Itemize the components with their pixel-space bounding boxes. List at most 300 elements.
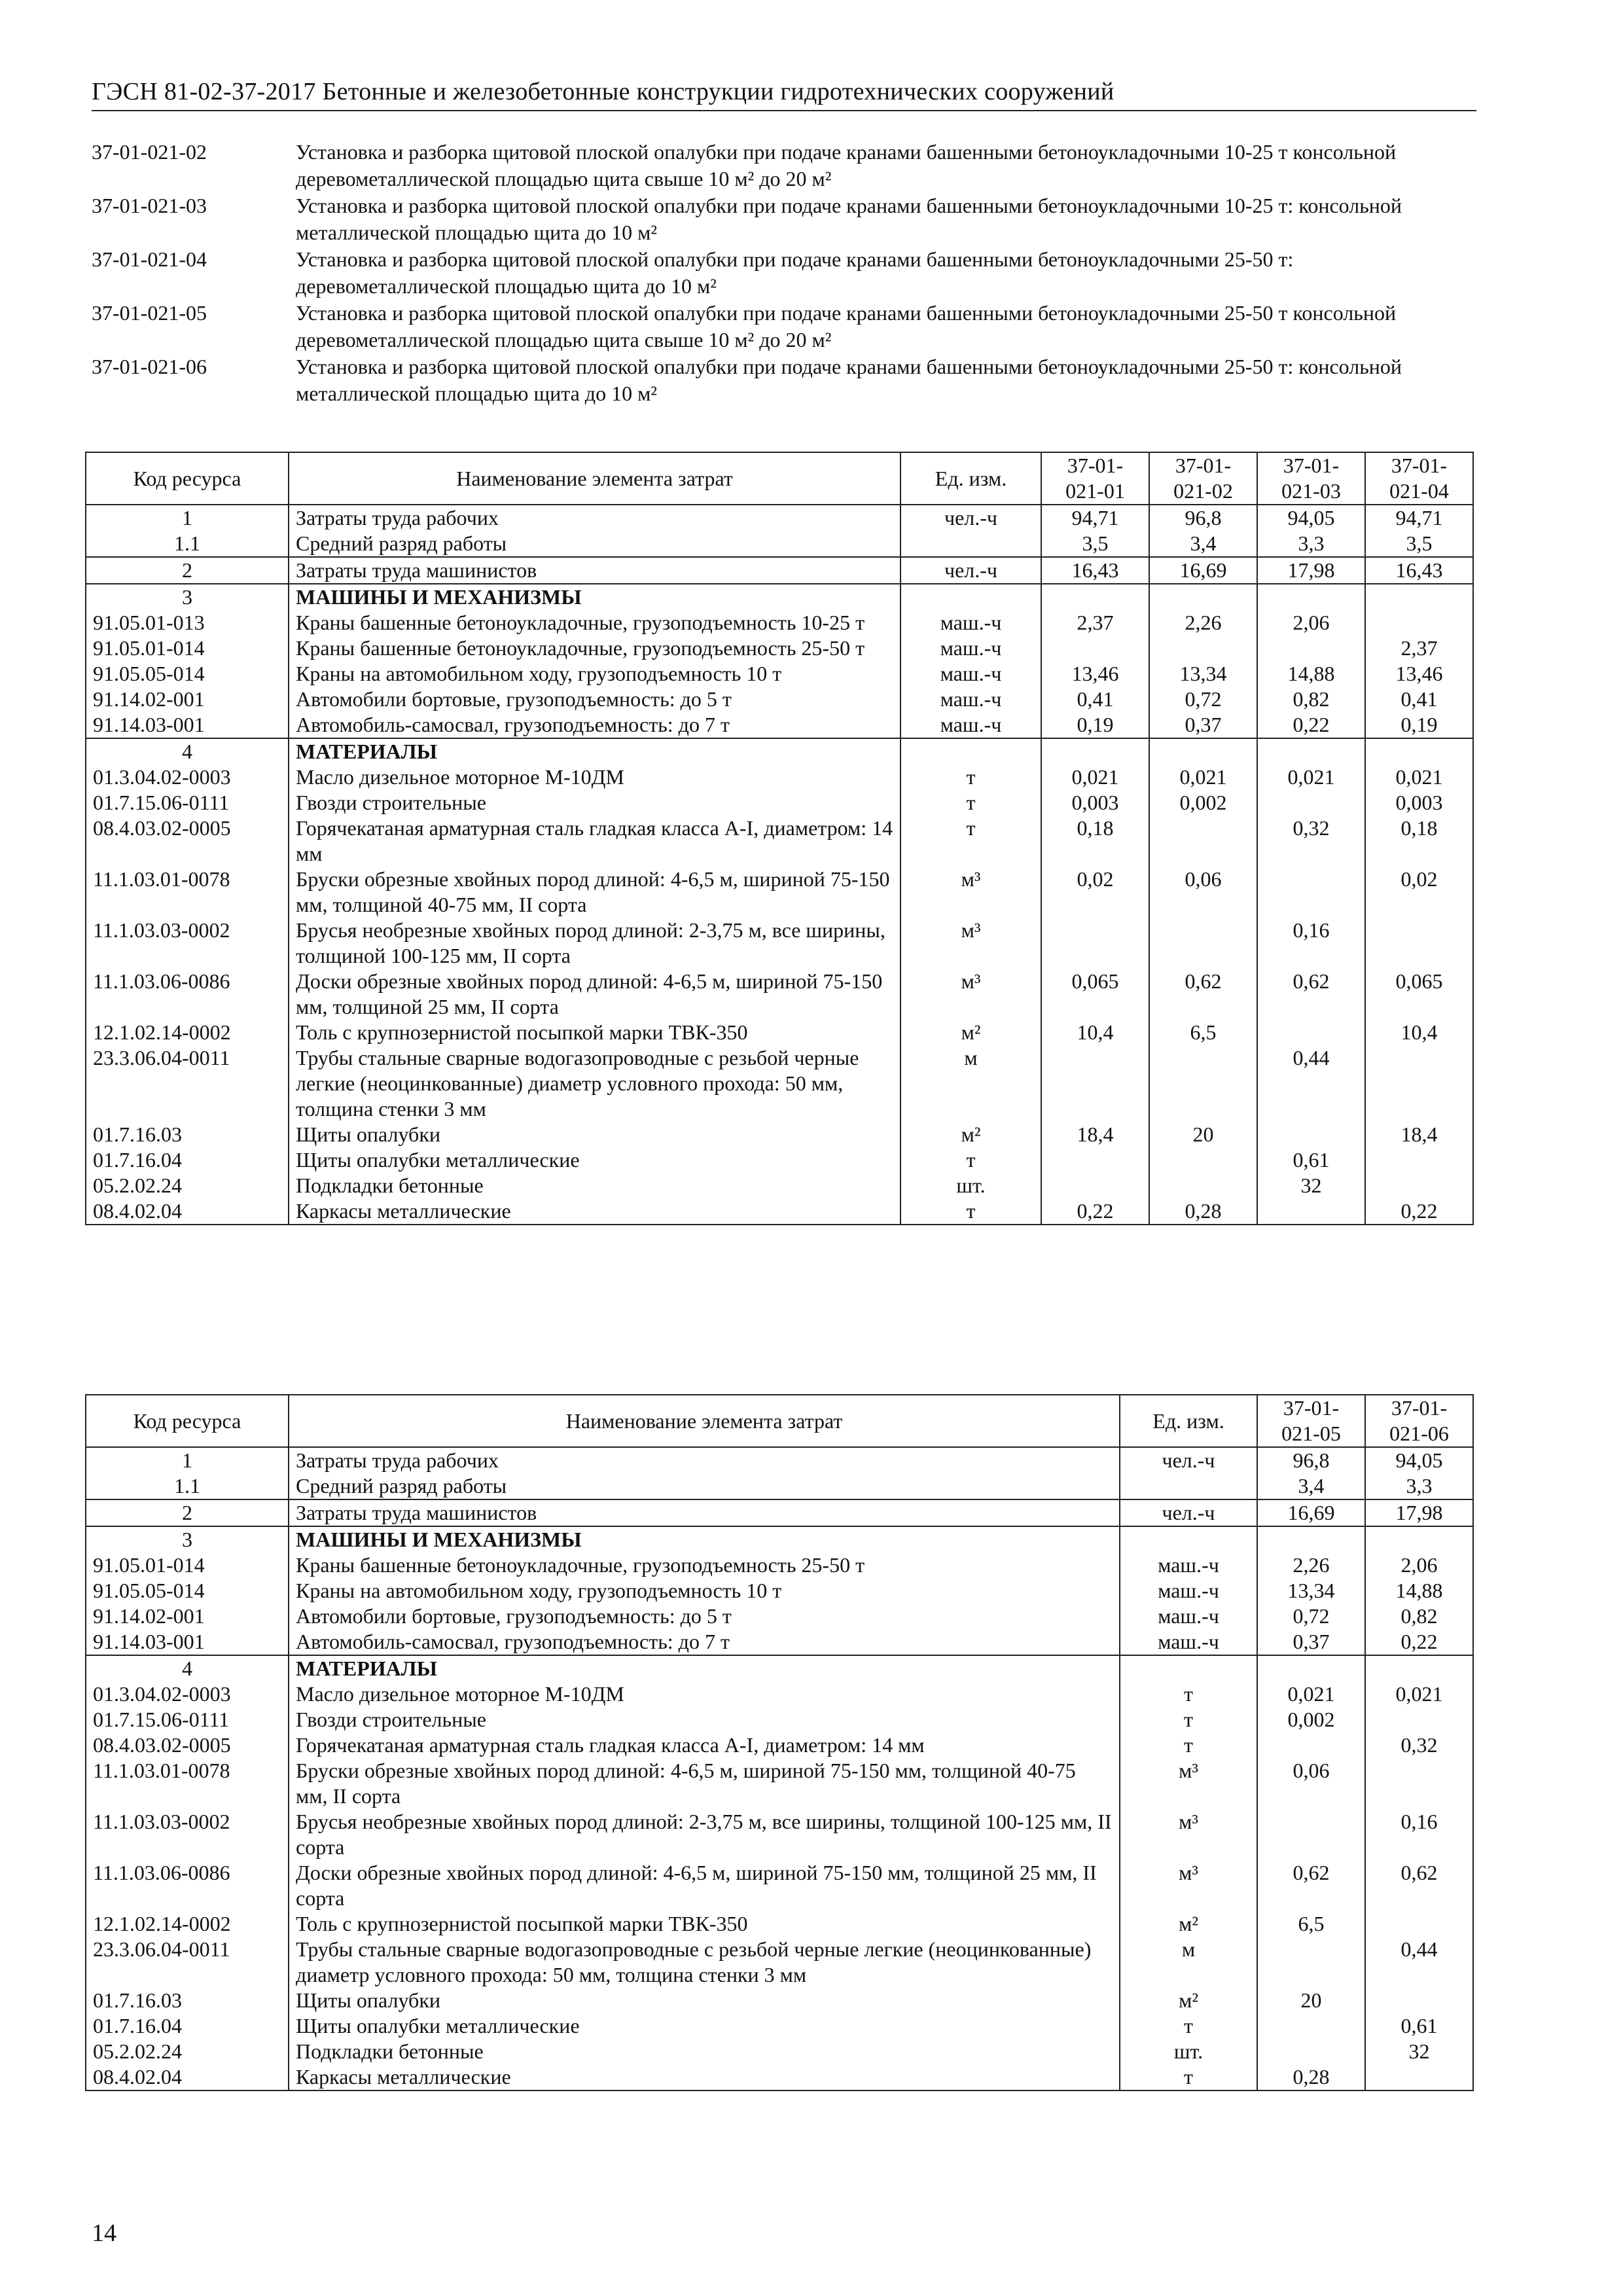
- resource-value: [1041, 1045, 1149, 1122]
- resource-value: 96,8: [1149, 505, 1257, 531]
- resource-value: [1257, 1655, 1365, 1681]
- resource-code: 11.1.03.03-0002: [86, 918, 289, 969]
- resource-value: [1365, 1911, 1473, 1937]
- resource-value: [1365, 1147, 1473, 1173]
- resource-name: Щиты опалубки: [289, 1988, 1120, 2013]
- resource-unit: чел.-ч: [1120, 1499, 1257, 1526]
- resource-value: 13,46: [1365, 661, 1473, 687]
- resource-value: 0,02: [1041, 867, 1149, 918]
- resource-unit: маш.-ч: [901, 661, 1041, 687]
- resource-name: Толь с крупнозернистой посыпкой марки ТВК-350: [289, 1911, 1120, 1937]
- resource-name: Бруски обрезные хвойных пород длиной: 4-6,5 м, шириной 75-150 мм, толщиной 40-75 мм, II сорта: [289, 867, 901, 918]
- resource-unit: маш.-ч: [901, 712, 1041, 738]
- resource-value: [1365, 2064, 1473, 2090]
- resource-name: Средний разряд работы: [289, 1473, 1120, 1499]
- resource-value: [1257, 1526, 1365, 1552]
- resource-name: Трубы стальные сварные водогазопроводные с резьбой черные легкие (неоцинкованные) диаметр условного прохода: 50 мм, толщина стенки 3 мм: [289, 1937, 1120, 1988]
- resource-value: 0,16: [1365, 1809, 1473, 1860]
- resource-unit: м²: [901, 1020, 1041, 1045]
- table-row: [86, 1198, 1473, 1225]
- resource-value: 20: [1257, 1988, 1365, 2013]
- resource-value: 0,62: [1257, 969, 1365, 1020]
- table-row: [86, 557, 1473, 584]
- header-name: Наименование элемента затрат: [289, 1395, 1120, 1447]
- resource-value: 18,4: [1041, 1122, 1149, 1147]
- resource-value: 0,021: [1365, 1681, 1473, 1707]
- table-row: [86, 1173, 1473, 1198]
- resource-value: 0,16: [1257, 918, 1365, 969]
- resource-name: Бруски обрезные хвойных пород длиной: 4-6,5 м, шириной 75-150 мм, толщиной 40-75 мм, II сорта: [289, 1758, 1120, 1809]
- resource-code: 91.14.02-001: [86, 687, 289, 712]
- resource-name: Щиты опалубки металлические: [289, 1147, 901, 1173]
- resource-unit: м³: [1120, 1860, 1257, 1911]
- section-row: [86, 1655, 1473, 1681]
- resource-code: 11.1.03.01-0078: [86, 867, 289, 918]
- resource-name: Брусья необрезные хвойных пород длиной: 2-3,75 м, все ширины, толщиной 100-125 мм, II сорта: [289, 1809, 1120, 1860]
- resource-name: Автомобиль-самосвал, грузоподъемность: до 7 т: [289, 712, 901, 738]
- resource-value: 2,37: [1041, 610, 1149, 636]
- resource-code: 4: [86, 1655, 289, 1681]
- section-row: [86, 738, 1473, 764]
- description-code: 37-01-021-03: [92, 194, 207, 217]
- resource-value: 0,18: [1041, 816, 1149, 867]
- resource-value: 96,8: [1257, 1447, 1365, 1473]
- resource-value: 0,02: [1365, 867, 1473, 918]
- resource-value: 3,3: [1257, 531, 1365, 557]
- resource-code: 08.4.02.04: [86, 1198, 289, 1225]
- header-name: Наименование элемента затрат: [289, 452, 901, 505]
- resource-unit: м²: [1120, 1911, 1257, 1937]
- resource-value: 0,06: [1257, 1758, 1365, 1809]
- resource-value: 0,32: [1257, 816, 1365, 867]
- resource-value: 0,065: [1041, 969, 1149, 1020]
- resource-value: 0,41: [1365, 687, 1473, 712]
- resource-code: 08.4.03.02-0005: [86, 1732, 289, 1758]
- resource-value: 16,69: [1149, 557, 1257, 584]
- resource-unit: т: [901, 790, 1041, 816]
- resource-code: 01.7.16.03: [86, 1122, 289, 1147]
- table-row: [86, 867, 1473, 918]
- table-row: [86, 1911, 1473, 1937]
- resource-value: 0,62: [1365, 1860, 1473, 1911]
- resource-code: 3: [86, 1526, 289, 1552]
- resource-unit: т: [1120, 2064, 1257, 2090]
- resource-value: [1257, 1809, 1365, 1860]
- resource-unit: т: [1120, 2013, 1257, 2039]
- table-row: [86, 1499, 1473, 1526]
- resource-value: 0,06: [1149, 867, 1257, 918]
- table-row: [86, 1473, 1473, 1499]
- description-text: Установка и разборка щитовой плоской опалубки при подаче кранами башенными бетоноукладочными 25-50 т: деревометаллической площадью щита до 10 м²: [296, 247, 1294, 298]
- resource-name: МАТЕРИАЛЫ: [289, 1655, 1120, 1681]
- resource-unit: [1120, 1473, 1257, 1499]
- resource-value: [1257, 738, 1365, 764]
- resource-value: [1149, 738, 1257, 764]
- description-item: [92, 353, 1476, 407]
- table-row: [86, 661, 1473, 687]
- table-header-row: [86, 1395, 1473, 1447]
- table-body: [86, 505, 1473, 1225]
- resource-code: 91.05.05-014: [86, 1578, 289, 1604]
- header-code: Код ресурса: [86, 452, 289, 505]
- resource-unit: [1120, 1655, 1257, 1681]
- resource-name: МАТЕРИАЛЫ: [289, 738, 901, 764]
- resource-value: 0,002: [1257, 1707, 1365, 1732]
- resource-value: 0,61: [1257, 1147, 1365, 1173]
- resource-value: 0,44: [1365, 1937, 1473, 1988]
- table-row: [86, 636, 1473, 661]
- resource-code: 11.1.03.01-0078: [86, 1758, 289, 1809]
- resource-value: [1149, 816, 1257, 867]
- resource-name: Доски обрезные хвойных пород длиной: 4-6,5 м, шириной 75-150 мм, толщиной 25 мм, II сорта: [289, 1860, 1120, 1911]
- resource-code: 91.05.01-013: [86, 610, 289, 636]
- table-row: [86, 1758, 1473, 1809]
- resource-code: 2: [86, 1499, 289, 1526]
- table-row: [86, 1629, 1473, 1655]
- description-text: Установка и разборка щитовой плоской опалубки при подаче кранами башенными бетоноукладочными 25-50 т консольной деревометаллической площадью щита свыше 10 м² до 20 м²: [296, 301, 1397, 351]
- resource-value: 0,37: [1257, 1629, 1365, 1655]
- table-row: [86, 712, 1473, 738]
- resource-value: 17,98: [1257, 557, 1365, 584]
- resource-value: 0,021: [1365, 764, 1473, 790]
- description-text: Установка и разборка щитовой плоской опалубки при подаче кранами башенными бетоноукладочными 10-25 т: консольной металлической площадью щита до 10 м²: [296, 194, 1402, 244]
- resource-name: Гвозди строительные: [289, 790, 901, 816]
- resource-value: [1257, 790, 1365, 816]
- resource-value: 2,06: [1257, 610, 1365, 636]
- resource-value: 0,19: [1041, 712, 1149, 738]
- resource-name: Гвозди строительные: [289, 1707, 1120, 1732]
- table-row: [86, 687, 1473, 712]
- page-header-title: ГЭСН 81-02-37-2017 Бетонные и железобетонные конструкции гидротехнических сооружений: [92, 77, 1476, 111]
- resource-value: [1365, 1045, 1473, 1122]
- resource-unit: [901, 584, 1041, 610]
- resource-code: 4: [86, 738, 289, 764]
- table-row: [86, 1707, 1473, 1732]
- description-item: [92, 192, 1476, 246]
- resource-code: 3: [86, 584, 289, 610]
- resource-value: 10,4: [1041, 1020, 1149, 1045]
- resource-value: 3,3: [1365, 1473, 1473, 1499]
- description-text: Установка и разборка щитовой плоской опалубки при подаче кранами башенными бетоноукладочными 10-25 т консольной деревометаллической площадью щита свыше 10 м² до 20 м²: [296, 140, 1397, 190]
- resource-unit: м³: [1120, 1809, 1257, 1860]
- resource-name: Толь с крупнозернистой посыпкой марки ТВК-350: [289, 1020, 901, 1045]
- resource-value: [1365, 1707, 1473, 1732]
- resource-value: [1149, 918, 1257, 969]
- resource-name: Подкладки бетонные: [289, 2039, 1120, 2064]
- resource-value: 17,98: [1365, 1499, 1473, 1526]
- header-col: 37-01-021-01: [1041, 452, 1149, 505]
- resource-name: Краны на автомобильном ходу, грузоподъемность 10 т: [289, 661, 901, 687]
- resource-code: 91.05.01-014: [86, 1552, 289, 1578]
- resource-name: Щиты опалубки металлические: [289, 2013, 1120, 2039]
- resource-value: [1365, 1173, 1473, 1198]
- resource-value: [1365, 1655, 1473, 1681]
- header-col: 37-01-021-05: [1257, 1395, 1365, 1447]
- resource-code: 1.1: [86, 1473, 289, 1499]
- resource-value: [1257, 1198, 1365, 1225]
- resource-unit: м²: [901, 1122, 1041, 1147]
- resource-value: [1149, 1045, 1257, 1122]
- resource-value: 16,69: [1257, 1499, 1365, 1526]
- resource-name: Каркасы металлические: [289, 2064, 1120, 2090]
- resource-unit: шт.: [901, 1173, 1041, 1198]
- resource-name: Автомобиль-самосвал, грузоподъемность: до 7 т: [289, 1629, 1120, 1655]
- resource-name: Горячекатаная арматурная сталь гладкая класса А-I, диаметром: 14 мм: [289, 816, 901, 867]
- table-row: [86, 1937, 1473, 1988]
- resource-code: 01.3.04.02-0003: [86, 1681, 289, 1707]
- resource-value: [1149, 584, 1257, 610]
- resource-unit: т: [901, 764, 1041, 790]
- resource-code: 11.1.03.06-0086: [86, 969, 289, 1020]
- resource-value: 0,28: [1257, 2064, 1365, 2090]
- resource-value: 32: [1257, 1173, 1365, 1198]
- resource-code: 12.1.02.14-0002: [86, 1911, 289, 1937]
- resource-value: [1041, 918, 1149, 969]
- resource-value: 0,19: [1365, 712, 1473, 738]
- resource-value: 2,37: [1365, 636, 1473, 661]
- resource-value: 0,61: [1365, 2013, 1473, 2039]
- resource-code: 01.7.16.03: [86, 1988, 289, 2013]
- resource-value: 0,021: [1257, 1681, 1365, 1707]
- resource-value: 2,06: [1365, 1552, 1473, 1578]
- resource-value: [1257, 1732, 1365, 1758]
- resource-value: 0,62: [1149, 969, 1257, 1020]
- resource-code: 1: [86, 1447, 289, 1473]
- resource-value: 0,22: [1041, 1198, 1149, 1225]
- resource-value: [1041, 1173, 1149, 1198]
- resource-name: Доски обрезные хвойных пород длиной: 4-6,5 м, шириной 75-150 мм, толщиной 25 мм, II сорта: [289, 969, 901, 1020]
- section-row: [86, 1526, 1473, 1552]
- table-row: [86, 1809, 1473, 1860]
- resource-name: Масло дизельное моторное М-10ДМ: [289, 1681, 1120, 1707]
- resource-unit: маш.-ч: [901, 610, 1041, 636]
- resource-value: [1041, 584, 1149, 610]
- resource-value: 94,05: [1365, 1447, 1473, 1473]
- table-header-row: [86, 452, 1473, 505]
- resource-value: 3,4: [1257, 1473, 1365, 1499]
- resource-name: Брусья необрезные хвойных пород длиной: 2-3,75 м, все ширины, толщиной 100-125 мм, II сорта: [289, 918, 901, 969]
- table-row: [86, 969, 1473, 1020]
- resource-unit: м³: [901, 918, 1041, 969]
- table-row: [86, 816, 1473, 867]
- resource-value: [1257, 1020, 1365, 1045]
- table-row: [86, 1860, 1473, 1911]
- resource-value: 0,003: [1041, 790, 1149, 816]
- resource-value: [1041, 738, 1149, 764]
- resource-name: Краны башенные бетоноукладочные, грузоподъемность 25-50 т: [289, 1552, 1120, 1578]
- resource-unit: [901, 531, 1041, 557]
- resource-unit: [901, 738, 1041, 764]
- resource-name: Автомобили бортовые, грузоподъемность: до 5 т: [289, 687, 901, 712]
- resource-value: 20: [1149, 1122, 1257, 1147]
- resource-value: [1365, 1758, 1473, 1809]
- resource-value: [1365, 918, 1473, 969]
- resource-unit: м: [1120, 1937, 1257, 1988]
- resource-name: Затраты труда машинистов: [289, 557, 901, 584]
- resource-unit: маш.-ч: [1120, 1604, 1257, 1629]
- resource-code: 01.7.15.06-0111: [86, 1707, 289, 1732]
- table-row: [86, 2013, 1473, 2039]
- resource-name: МАШИНЫ И МЕХАНИЗМЫ: [289, 1526, 1120, 1552]
- resource-name: Затраты труда рабочих: [289, 505, 901, 531]
- header-col: 37-01-021-04: [1365, 452, 1473, 505]
- resource-value: [1365, 738, 1473, 764]
- resource-code: 08.4.03.02-0005: [86, 816, 289, 867]
- resource-value: 0,37: [1149, 712, 1257, 738]
- resource-value: 3,5: [1365, 531, 1473, 557]
- resource-value: [1041, 636, 1149, 661]
- resource-value: 0,002: [1149, 790, 1257, 816]
- description-item: [92, 246, 1476, 300]
- resource-value: [1257, 636, 1365, 661]
- resource-value: 13,34: [1257, 1578, 1365, 1604]
- resource-code: 91.14.03-001: [86, 1629, 289, 1655]
- table-row: [86, 764, 1473, 790]
- resource-value: 3,4: [1149, 531, 1257, 557]
- section-row: [86, 584, 1473, 610]
- resource-value: 0,021: [1149, 764, 1257, 790]
- resource-unit: чел.-ч: [1120, 1447, 1257, 1473]
- resource-unit: т: [1120, 1732, 1257, 1758]
- resource-value: [1257, 584, 1365, 610]
- resource-value: 94,05: [1257, 505, 1365, 531]
- description-code: 37-01-021-02: [92, 140, 207, 164]
- resource-value: 13,34: [1149, 661, 1257, 687]
- resource-code: 01.3.04.02-0003: [86, 764, 289, 790]
- description-code: 37-01-021-05: [92, 301, 207, 325]
- table-row: [86, 1988, 1473, 2013]
- resource-value: 3,5: [1041, 531, 1149, 557]
- resource-value: [1257, 1937, 1365, 1988]
- resource-unit: м³: [901, 867, 1041, 918]
- description-code: 37-01-021-04: [92, 247, 207, 271]
- resource-value: 0,22: [1365, 1198, 1473, 1225]
- resource-value: 18,4: [1365, 1122, 1473, 1147]
- table-row: [86, 531, 1473, 557]
- table-row: [86, 1020, 1473, 1045]
- resource-code: 08.4.02.04: [86, 2064, 289, 2090]
- table-body: [86, 1447, 1473, 2090]
- resource-unit: шт.: [1120, 2039, 1257, 2064]
- norm-descriptions: [92, 139, 1476, 407]
- header-unit: Ед. изм.: [901, 452, 1041, 505]
- resource-unit: т: [901, 816, 1041, 867]
- resource-code: 23.3.06.04-0011: [86, 1937, 289, 1988]
- resource-value: [1365, 610, 1473, 636]
- resource-value: 94,71: [1041, 505, 1149, 531]
- table-row: [86, 505, 1473, 531]
- resource-unit: м³: [901, 969, 1041, 1020]
- resource-value: 13,46: [1041, 661, 1149, 687]
- resource-value: [1257, 2039, 1365, 2064]
- resource-code: 05.2.02.24: [86, 2039, 289, 2064]
- resource-unit: т: [1120, 1707, 1257, 1732]
- resource-value: [1257, 2013, 1365, 2039]
- table-row: [86, 1732, 1473, 1758]
- resource-unit: маш.-ч: [1120, 1552, 1257, 1578]
- resource-value: 0,003: [1365, 790, 1473, 816]
- table-row: [86, 918, 1473, 969]
- resource-unit: т: [901, 1198, 1041, 1225]
- description-text: Установка и разборка щитовой плоской опалубки при подаче кранами башенными бетоноукладочными 25-50 т: консольной металлической площадью щита до 10 м²: [296, 355, 1402, 405]
- resource-value: 16,43: [1365, 557, 1473, 584]
- resource-value: 0,72: [1149, 687, 1257, 712]
- table-row: [86, 1578, 1473, 1604]
- resource-code: 23.3.06.04-0011: [86, 1045, 289, 1122]
- resource-code: 01.7.16.04: [86, 1147, 289, 1173]
- resource-code: 01.7.15.06-0111: [86, 790, 289, 816]
- resource-name: Каркасы металлические: [289, 1198, 901, 1225]
- header-col: 37-01-021-03: [1257, 452, 1365, 505]
- resource-unit: чел.-ч: [901, 557, 1041, 584]
- resource-value: 14,88: [1257, 661, 1365, 687]
- resource-value: [1257, 867, 1365, 918]
- table-row: [86, 1147, 1473, 1173]
- resource-code: 91.05.05-014: [86, 661, 289, 687]
- resource-value: 94,71: [1365, 505, 1473, 531]
- resource-code: 05.2.02.24: [86, 1173, 289, 1198]
- resource-value: 0,021: [1041, 764, 1149, 790]
- resource-unit: т: [1120, 1681, 1257, 1707]
- resource-unit: маш.-ч: [901, 687, 1041, 712]
- resource-value: 16,43: [1041, 557, 1149, 584]
- table-row: [86, 1681, 1473, 1707]
- resource-unit: маш.-ч: [1120, 1629, 1257, 1655]
- resource-value: 6,5: [1257, 1911, 1365, 1937]
- resource-unit: чел.-ч: [901, 505, 1041, 531]
- resource-code: 2: [86, 557, 289, 584]
- resource-code: 91.14.03-001: [86, 712, 289, 738]
- table-row: [86, 1122, 1473, 1147]
- table-row: [86, 1604, 1473, 1629]
- resource-name: Горячекатаная арматурная сталь гладкая класса А-I, диаметром: 14 мм: [289, 1732, 1120, 1758]
- header-unit: Ед. изм.: [1120, 1395, 1257, 1447]
- resource-code: 01.7.16.04: [86, 2013, 289, 2039]
- resource-table-1: [85, 452, 1474, 1225]
- resource-value: 0,22: [1257, 712, 1365, 738]
- resource-value: 0,32: [1365, 1732, 1473, 1758]
- table-row: [86, 1045, 1473, 1122]
- resource-value: [1365, 1988, 1473, 2013]
- resource-unit: т: [901, 1147, 1041, 1173]
- description-code: 37-01-021-06: [92, 355, 207, 378]
- resource-unit: м: [901, 1045, 1041, 1122]
- resource-code: 1.1: [86, 531, 289, 557]
- resource-name: Затраты труда машинистов: [289, 1499, 1120, 1526]
- resource-value: 0,065: [1365, 969, 1473, 1020]
- resource-code: 91.05.01-014: [86, 636, 289, 661]
- resource-value: [1149, 1147, 1257, 1173]
- resource-value: [1365, 584, 1473, 610]
- header-col: 37-01-021-02: [1149, 452, 1257, 505]
- resource-value: 0,72: [1257, 1604, 1365, 1629]
- resource-value: 0,44: [1257, 1045, 1365, 1122]
- page-number: 14: [92, 2219, 116, 2247]
- table-row: [86, 2064, 1473, 2090]
- resource-code: 11.1.03.06-0086: [86, 1860, 289, 1911]
- resource-code: 91.14.02-001: [86, 1604, 289, 1629]
- resource-value: 0,82: [1365, 1604, 1473, 1629]
- description-item: [92, 139, 1476, 192]
- resource-value: 0,22: [1365, 1629, 1473, 1655]
- header-col: 37-01-021-06: [1365, 1395, 1473, 1447]
- resource-value: 14,88: [1365, 1578, 1473, 1604]
- resource-value: 0,41: [1041, 687, 1149, 712]
- resource-value: 6,5: [1149, 1020, 1257, 1045]
- resource-name: Средний разряд работы: [289, 531, 901, 557]
- table-row: [86, 1447, 1473, 1473]
- resource-name: Краны башенные бетоноукладочные, грузоподъемность 10-25 т: [289, 610, 901, 636]
